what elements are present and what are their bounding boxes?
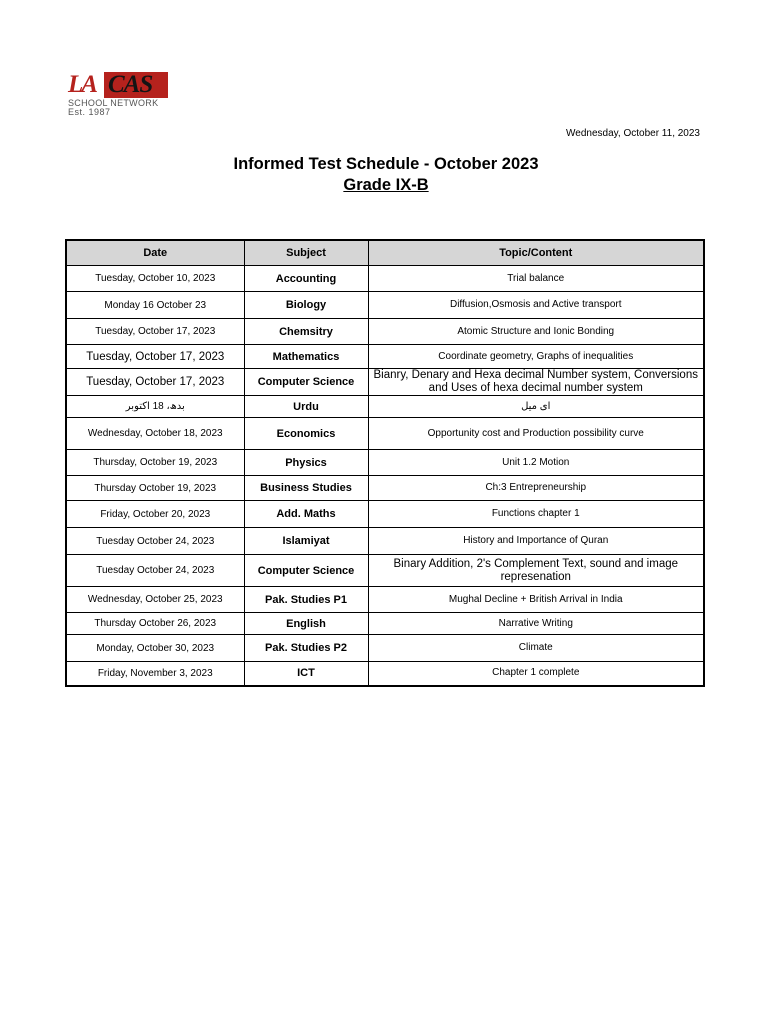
logo-mark-left: LA (68, 71, 96, 98)
row-date: Monday 16 October 23 (66, 292, 244, 319)
row-subject: Physics (244, 450, 368, 476)
row-subject: Islamiyat (244, 528, 368, 555)
row-subject: Computer Science (244, 555, 368, 587)
header-topic: Topic/Content (368, 240, 704, 266)
row-topic: Ch:3 Entrepreneurship (368, 476, 704, 501)
row-subject: English (244, 613, 368, 635)
row-date: Wednesday, October 18, 2023 (66, 418, 244, 450)
row-subject: Computer Science (244, 369, 368, 396)
row-subject: Add. Maths (244, 501, 368, 528)
row-topic: Climate (368, 635, 704, 662)
table-row (66, 476, 704, 501)
row-topic: Functions chapter 1 (368, 501, 704, 528)
row-date: Tuesday, October 17, 2023 (66, 369, 244, 396)
row-subject: Pak. Studies P2 (244, 635, 368, 662)
table-row (66, 319, 704, 345)
row-date: Tuesday October 24, 2023 (66, 528, 244, 555)
table-row (66, 369, 704, 396)
table-row (66, 635, 704, 662)
row-date: Tuesday October 24, 2023 (66, 555, 244, 587)
row-subject: ICT (244, 662, 368, 686)
row-topic: Coordinate geometry, Graphs of inequalities (368, 345, 704, 369)
row-subject: Business Studies (244, 476, 368, 501)
logo-tagline: SCHOOL NETWORK (68, 98, 159, 108)
row-subject: Economics (244, 418, 368, 450)
row-topic: ای میل (368, 396, 704, 418)
logo-established: Est. 1987 (68, 107, 111, 117)
row-date: بدھ، 18 اکتوبر (66, 396, 244, 418)
row-topic: Chapter 1 complete (368, 662, 704, 686)
table-header-row (66, 240, 704, 266)
row-subject: Urdu (244, 396, 368, 418)
row-date: Monday, October 30, 2023 (66, 635, 244, 662)
row-topic: History and Importance of Quran (368, 528, 704, 555)
table-row (66, 345, 704, 369)
row-date: Tuesday, October 10, 2023 (66, 266, 244, 292)
header-date: Date (66, 240, 244, 266)
row-subject: Mathematics (244, 345, 368, 369)
table-row (66, 528, 704, 555)
row-date: Friday, November 3, 2023 (66, 662, 244, 686)
logo-mark (68, 72, 168, 98)
row-date: Thursday, October 19, 2023 (66, 450, 244, 476)
row-topic: Atomic Structure and Ionic Bonding (368, 319, 704, 345)
row-subject: Chemsitry (244, 319, 368, 345)
school-logo (68, 72, 172, 118)
table-row (66, 292, 704, 319)
table-row (66, 266, 704, 292)
table-row (66, 613, 704, 635)
row-date: Wednesday, October 25, 2023 (66, 587, 244, 613)
document-title: Informed Test Schedule - October 2023 (233, 155, 539, 173)
row-topic: Diffusion,Osmosis and Active transport (368, 292, 704, 319)
row-topic: Trial balance (368, 266, 704, 292)
row-topic: Bianry, Denary and Hexa decimal Number system, Conversions and Uses of hexa decimal number system (368, 369, 704, 396)
row-date: Tuesday, October 17, 2023 (66, 319, 244, 345)
table-row (66, 396, 704, 418)
row-topic: Narrative Writing (368, 613, 704, 635)
header-subject: Subject (244, 240, 368, 266)
row-topic: Binary Addition, 2's Complement Text, sound and image represenation (368, 555, 704, 587)
table-row (66, 555, 704, 587)
row-subject: Pak. Studies P1 (244, 587, 368, 613)
row-topic: Opportunity cost and Production possibility curve (368, 418, 704, 450)
schedule-table (65, 239, 705, 687)
row-date: Thursday October 26, 2023 (66, 613, 244, 635)
table-row (66, 501, 704, 528)
grade-label: Grade IX-B (343, 176, 429, 194)
row-date: Tuesday, October 17, 2023 (66, 345, 244, 369)
table-row (66, 662, 704, 686)
row-date: Friday, October 20, 2023 (66, 501, 244, 528)
row-topic: Mughal Decline + British Arrival in India (368, 587, 704, 613)
logo-mark-right: CAS (104, 72, 168, 98)
row-topic: Unit 1.2 Motion (368, 450, 704, 476)
table-row (66, 587, 704, 613)
issue-date: Wednesday, October 11, 2023 (566, 128, 700, 139)
table-row (66, 418, 704, 450)
row-date: Thursday October 19, 2023 (66, 476, 244, 501)
row-subject: Accounting (244, 266, 368, 292)
document-subtitle (0, 176, 768, 195)
table-row (66, 450, 704, 476)
row-subject: Biology (244, 292, 368, 319)
